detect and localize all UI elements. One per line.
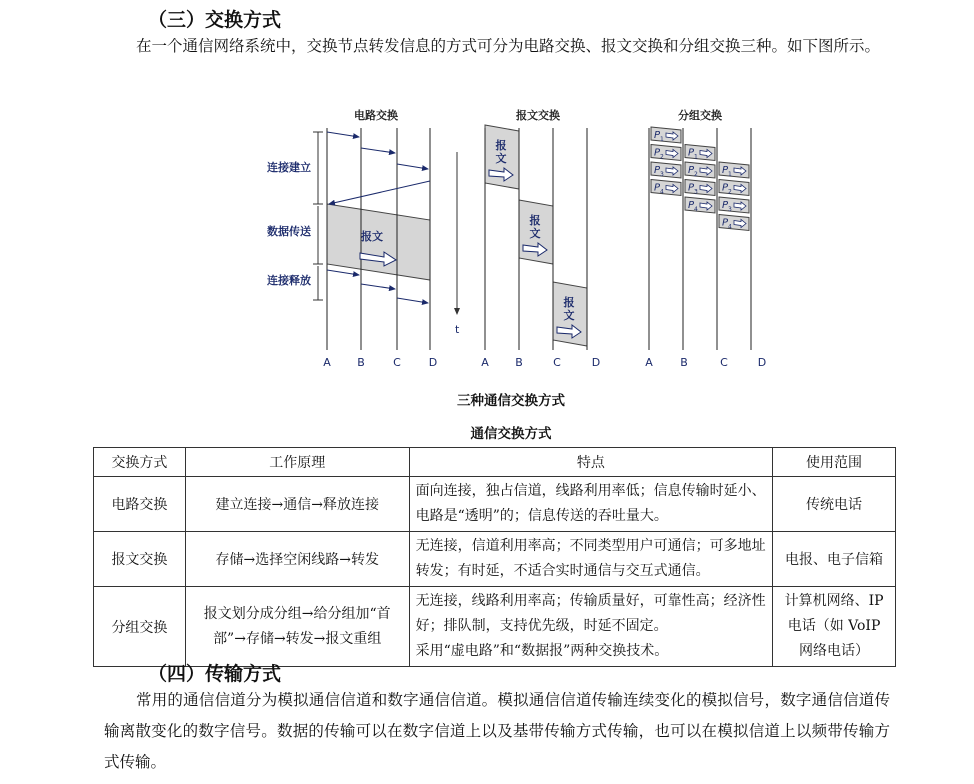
svg-text:4: 4 [728, 223, 732, 231]
packet-block [685, 180, 715, 196]
packet-block [719, 215, 749, 231]
packet-block [651, 180, 681, 196]
panel-title-packet: 分组交换 [678, 109, 722, 122]
svg-text:P: P [688, 200, 695, 211]
phase-label-connect: 连接建立 [267, 161, 311, 174]
svg-text:B: B [680, 356, 688, 369]
svg-text:1: 1 [660, 136, 664, 143]
svg-text:3: 3 [694, 188, 698, 196]
svg-text:2: 2 [660, 153, 664, 161]
svg-text:C: C [393, 356, 401, 369]
svg-text:A: A [481, 356, 489, 369]
time-axis-label: t [455, 323, 460, 336]
header-principle: 工作原理 [185, 448, 409, 477]
svg-text:B: B [357, 356, 365, 369]
svg-text:4: 4 [694, 206, 698, 213]
switching-table [93, 447, 896, 667]
svg-text:A: A [323, 356, 331, 369]
table-row: 分组交换 报文划分成分组→给分组加“首部”→存储→转发→报文重组 无连接，线路利用率高；传输质量好，可靠性高；经济性好；排队制，支持优先级，时延不固定。 采用“虚电路”和“数据报”两种交换技术。 计算机网络、IP电话（如 VoIP 网络电话） [94, 587, 896, 667]
svg-text:A: A [645, 356, 653, 369]
svg-text:2: 2 [694, 171, 698, 178]
svg-text:文: 文 [495, 152, 507, 165]
svg-text:P: P [654, 182, 661, 194]
header-mode: 交换方式 [94, 448, 186, 477]
panel-title-message: 报文交换 [516, 109, 560, 122]
packet-block [651, 162, 681, 178]
svg-text:2: 2 [728, 188, 732, 196]
svg-text:P: P [722, 217, 729, 229]
table-header-row [94, 448, 896, 477]
phase-label-transfer: 数据传送 [267, 225, 311, 238]
section4-heading: （四）传输方式 [148, 663, 282, 685]
svg-text:P: P [654, 147, 661, 159]
section4-paragraph: 常用的通信信道分为模拟通信信道和数字通信信道。模拟通信信道传输连续变化的模拟信号，数字通信信道传输离散变化的数字信号。数据的传输可以在数字信道上以及基带传输方式传输，也可以在模拟信道上以频带传输方式传输。 [104, 691, 890, 771]
message-panel [481, 125, 600, 369]
svg-text:P: P [688, 182, 695, 194]
circuit-message-label: 报文 [361, 230, 383, 243]
table-title: 通信交换方式 [470, 426, 552, 442]
section3-paragraph: 在一个通信网络系统中，交换节点转发信息的方式可分为电路交换、报文交换和分组交换三种。如下图所示。 [136, 37, 881, 55]
packet-block [651, 127, 681, 143]
packet-block [719, 197, 749, 213]
section3-heading: （三）交换方式 [148, 9, 282, 31]
svg-text:1: 1 [694, 153, 698, 161]
svg-text:D: D [591, 356, 601, 369]
svg-text:报: 报 [529, 214, 541, 227]
svg-text:3: 3 [728, 206, 732, 213]
svg-text:文: 文 [563, 309, 575, 322]
header-scope: 使用范围 [773, 448, 896, 477]
svg-text:P: P [688, 147, 695, 159]
svg-text:P: P [654, 165, 661, 176]
svg-text:4: 4 [660, 188, 664, 196]
svg-text:C: C [553, 356, 561, 369]
svg-text:P: P [722, 200, 729, 211]
packet-block [685, 197, 715, 213]
packet-block [719, 162, 749, 178]
svg-text:B: B [515, 356, 523, 369]
packet-block [651, 145, 681, 161]
table-row: 报文交换 存储→选择空闲线路→转发 无连接，信道利用率高；不同类型用户可通信；可多地址转发；有时延，不适合实时通信与交互式通信。 电报、电子信箱 [94, 532, 896, 587]
packet-panel [645, 127, 766, 369]
svg-text:1: 1 [728, 171, 732, 178]
svg-text:3: 3 [660, 171, 664, 178]
svg-text:报: 报 [563, 296, 575, 309]
svg-text:P: P [688, 165, 695, 176]
svg-text:报: 报 [495, 139, 507, 152]
phase-label-release: 连接释放 [267, 274, 311, 287]
packet-block [685, 162, 715, 178]
header-features: 特点 [409, 448, 773, 477]
svg-text:P: P [722, 182, 729, 194]
svg-text:P: P [722, 165, 729, 176]
svg-text:文: 文 [529, 227, 541, 240]
svg-text:D: D [757, 356, 767, 369]
circuit-panel [267, 128, 437, 369]
svg-text:P: P [654, 130, 661, 141]
figure-caption: 三种通信交换方式 [457, 393, 565, 409]
svg-text:C: C [720, 356, 728, 369]
packet-block [719, 180, 749, 196]
table-row: 电路交换 建立连接→通信→释放连接 面向连接，独占信道，线路利用率低；信息传输时延小、电路是“透明”的；信息传送的吞吐量大。 传统电话 [94, 477, 896, 532]
svg-text:D: D [428, 356, 438, 369]
switching-diagram [0, 0, 974, 390]
panel-title-circuit: 电路交换 [354, 109, 398, 122]
packet-block [685, 145, 715, 161]
